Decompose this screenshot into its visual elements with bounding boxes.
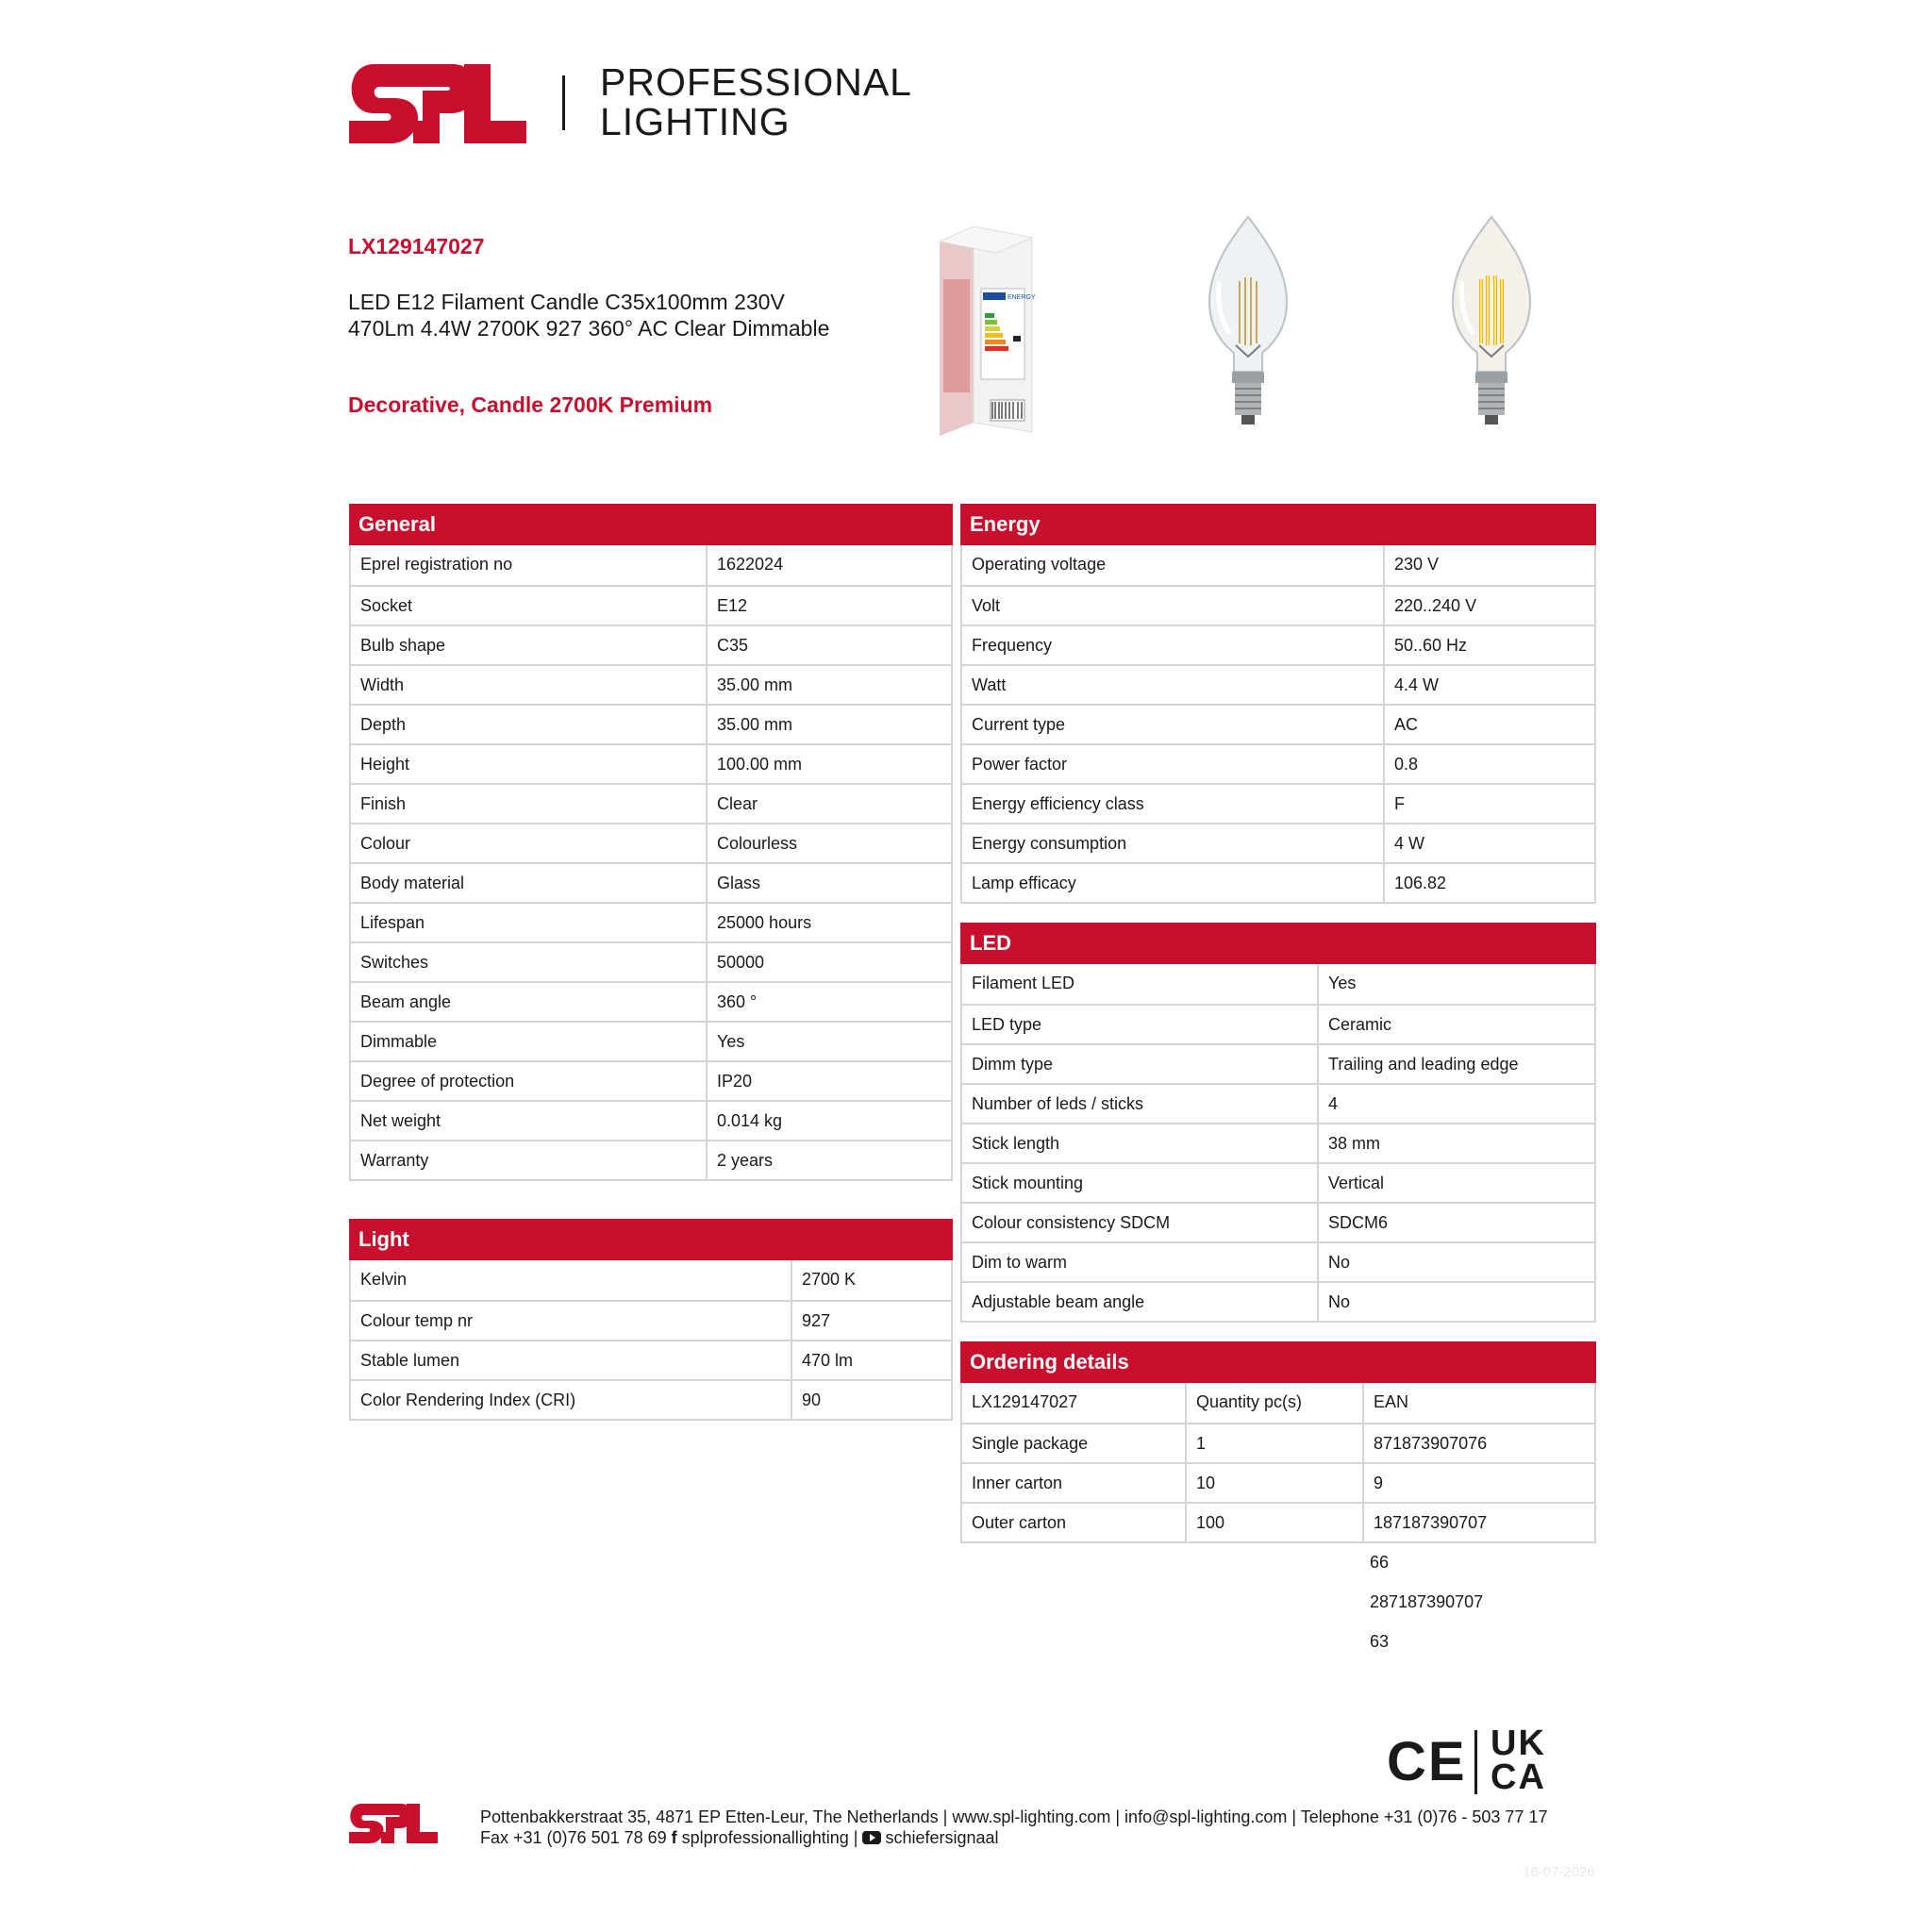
led-row <box>962 1123 1594 1162</box>
general-value: 1622024 <box>706 545 951 585</box>
bulb-image-off <box>1206 215 1291 445</box>
light-row <box>351 1379 951 1419</box>
led-value: No <box>1317 1243 1594 1281</box>
energy-label: Current type <box>972 715 1066 734</box>
energy-label: Watt <box>972 675 1007 694</box>
ean-overflow-1: 66 <box>1370 1553 1390 1572</box>
light-value: 927 <box>791 1302 951 1340</box>
general-label: Depth <box>360 715 407 734</box>
led-label: Dimm type <box>972 1055 1054 1074</box>
energy-title: Energy <box>960 504 1596 545</box>
general-label: Eprel registration no <box>360 555 513 574</box>
general-value: 35.00 mm <box>706 706 951 743</box>
energy-row <box>962 743 1594 783</box>
light-label: Kelvin <box>360 1270 408 1289</box>
general-label: Net weight <box>360 1111 441 1130</box>
ordering-row <box>962 1423 1594 1462</box>
general-label: Bulb shape <box>360 636 446 655</box>
energy-row <box>962 545 1594 585</box>
product-description: LED E12 Filament Candle C35x100mm 230V 470Lm 4.4W 2700K 927 360° AC Clear Dimmable <box>348 290 830 341</box>
led-section <box>960 923 1596 1323</box>
energy-row <box>962 664 1594 704</box>
energy-row <box>962 823 1594 862</box>
energy-value: F <box>1383 785 1594 823</box>
general-row <box>351 585 951 625</box>
general-label: Beam angle <box>360 992 452 1011</box>
led-row <box>962 1083 1594 1123</box>
general-label: Width <box>360 675 405 694</box>
energy-value: 220..240 V <box>1383 587 1594 625</box>
light-title: Light <box>349 1219 953 1260</box>
general-label: Warranty <box>360 1151 429 1170</box>
ordering-value: 1 <box>1185 1424 1362 1462</box>
led-value: 4 <box>1317 1085 1594 1123</box>
energy-row <box>962 585 1594 625</box>
general-value: 100.00 mm <box>706 745 951 783</box>
general-value: Clear <box>706 785 951 823</box>
general-title: General <box>349 504 953 545</box>
general-table <box>351 545 951 1179</box>
energy-value: AC <box>1383 706 1594 743</box>
general-row <box>351 1100 951 1140</box>
energy-section <box>960 504 1596 904</box>
brand-name <box>600 62 912 142</box>
led-row <box>962 1162 1594 1202</box>
energy-row <box>962 704 1594 743</box>
energy-label: Energy efficiency class <box>972 794 1144 813</box>
energy-row <box>962 625 1594 664</box>
light-value: 90 <box>791 1381 951 1419</box>
general-value: Colourless <box>706 824 951 862</box>
brand-line-1: PROFESSIONAL <box>600 60 912 104</box>
footer-youtube[interactable]: schiefersignaal <box>885 1828 999 1847</box>
led-value: Ceramic <box>1317 1006 1594 1043</box>
led-row <box>962 1202 1594 1241</box>
light-row <box>351 1260 951 1300</box>
general-row <box>351 1140 951 1179</box>
light-row <box>351 1300 951 1340</box>
bulb-image-on <box>1449 215 1534 445</box>
general-row <box>351 743 951 783</box>
general-row <box>351 783 951 823</box>
svg-text:ENERGY: ENERGY <box>1008 294 1036 301</box>
light-value: 470 lm <box>791 1341 951 1379</box>
product-tagline: Decorative, Candle 2700K Premium <box>348 392 713 417</box>
ordering-label: LX129147027 <box>972 1392 1078 1411</box>
product-sku: LX129147027 <box>348 234 485 258</box>
ordering-label: Outer carton <box>972 1513 1067 1532</box>
energy-value: 4.4 W <box>1383 666 1594 704</box>
ordering-section <box>960 1341 1596 1543</box>
general-value: 25000 hours <box>706 904 951 941</box>
brand-divider <box>562 75 565 130</box>
youtube-icon <box>862 1831 881 1844</box>
energy-label: Power factor <box>972 755 1068 774</box>
general-row <box>351 981 951 1021</box>
led-row <box>962 1241 1594 1281</box>
general-row <box>351 1021 951 1060</box>
led-label: Dim to warm <box>972 1253 1068 1272</box>
led-value: 38 mm <box>1317 1124 1594 1162</box>
brand-line-2: LIGHTING <box>600 100 791 143</box>
light-value: 2700 K <box>791 1260 951 1300</box>
led-label: Filament LED <box>972 974 1075 992</box>
light-label: Colour temp nr <box>360 1311 474 1330</box>
energy-label: Volt <box>972 596 1001 615</box>
general-label: Finish <box>360 794 407 813</box>
energy-value: 4 W <box>1383 824 1594 862</box>
general-label: Lifespan <box>360 913 425 932</box>
ordering-label: Single package <box>972 1434 1089 1453</box>
energy-value: 50..60 Hz <box>1383 626 1594 664</box>
ordering-value: 9 <box>1362 1464 1594 1502</box>
ordering-value: 187187390707 <box>1362 1504 1594 1541</box>
cert-divider <box>1474 1730 1477 1794</box>
led-value: No <box>1317 1283 1594 1321</box>
spl-logo <box>349 64 526 143</box>
footer-spl-logo <box>349 1804 438 1843</box>
ordering-row <box>962 1502 1594 1541</box>
general-row <box>351 704 951 743</box>
ordering-value: 100 <box>1185 1504 1362 1541</box>
ordering-value: EAN <box>1362 1383 1594 1423</box>
led-table <box>962 964 1594 1321</box>
general-value: Yes <box>706 1023 951 1060</box>
general-row <box>351 545 951 585</box>
general-label: Degree of protection <box>360 1072 515 1091</box>
ukca-mark <box>1491 1724 1546 1797</box>
ordering-label: Inner carton <box>972 1474 1063 1492</box>
energy-value: 0.8 <box>1383 745 1594 783</box>
energy-label: Operating voltage <box>972 555 1107 574</box>
led-label: Stick mounting <box>972 1174 1084 1192</box>
ordering-value: 10 <box>1185 1464 1362 1502</box>
energy-table <box>962 545 1594 902</box>
light-label: Stable lumen <box>360 1351 460 1370</box>
general-value: E12 <box>706 587 951 625</box>
general-value: 0.014 kg <box>706 1102 951 1140</box>
ce-mark: CE <box>1387 1731 1467 1792</box>
led-row <box>962 1281 1594 1321</box>
general-row <box>351 902 951 941</box>
led-row <box>962 964 1594 1004</box>
general-label: Body material <box>360 874 465 892</box>
general-value: 35.00 mm <box>706 666 951 704</box>
led-label: Number of leds / sticks <box>972 1094 1144 1113</box>
light-row <box>351 1340 951 1379</box>
light-label: Color Rendering Index (CRI) <box>360 1391 576 1409</box>
led-label: Adjustable beam angle <box>972 1292 1145 1311</box>
general-label: Dimmable <box>360 1032 438 1051</box>
ean-overflow-2: 287187390707 <box>1370 1592 1484 1611</box>
led-title: LED <box>960 923 1596 964</box>
general-value: C35 <box>706 626 951 664</box>
ukca-bottom: CA <box>1491 1757 1546 1797</box>
general-value: 2 years <box>706 1141 951 1179</box>
general-value: IP20 <box>706 1062 951 1100</box>
general-row <box>351 862 951 902</box>
led-value: Yes <box>1317 964 1594 1004</box>
print-date: 16-07-2026 <box>1523 1864 1595 1880</box>
general-value: 360 ° <box>706 983 951 1021</box>
energy-value: 230 V <box>1383 545 1594 585</box>
led-value: SDCM6 <box>1317 1204 1594 1241</box>
led-row <box>962 1004 1594 1043</box>
led-row <box>962 1043 1594 1083</box>
general-row <box>351 664 951 704</box>
general-label: Switches <box>360 953 429 972</box>
ukca-top: UK <box>1491 1724 1546 1763</box>
footer-address: Pottenbakkerstraat 35, 4871 EP Etten-Leur, The Netherlands | www.spl-lighting.com | info@spl-lighting.com | Telephone +31 (0)76 - 503 77 17 <box>480 1807 1548 1826</box>
ean-overflow-3: 63 <box>1370 1632 1390 1651</box>
energy-row <box>962 783 1594 823</box>
product-box-image <box>934 223 1038 438</box>
energy-label: Frequency <box>972 636 1053 655</box>
led-label: Colour consistency SDCM <box>972 1213 1171 1232</box>
energy-value: 106.82 <box>1383 864 1594 902</box>
general-value: Glass <box>706 864 951 902</box>
footer-fax: Fax +31 (0)76 501 78 69 <box>480 1828 667 1847</box>
led-label: Stick length <box>972 1134 1060 1153</box>
energy-label: Lamp efficacy <box>972 874 1076 892</box>
general-label: Colour <box>360 834 411 853</box>
led-label: LED type <box>972 1015 1042 1034</box>
ordering-row <box>962 1383 1594 1423</box>
general-row <box>351 823 951 862</box>
facebook-icon: f <box>671 1828 677 1847</box>
general-row <box>351 941 951 981</box>
footer-contact <box>480 1828 999 1848</box>
energy-row <box>962 862 1594 902</box>
general-label: Height <box>360 755 410 774</box>
ordering-value: Quantity pc(s) <box>1185 1383 1362 1423</box>
ordering-value: 871873907076 <box>1362 1424 1594 1462</box>
ordering-row <box>962 1462 1594 1502</box>
ordering-table <box>962 1383 1594 1541</box>
general-row <box>351 625 951 664</box>
led-value: Trailing and leading edge <box>1317 1045 1594 1083</box>
general-row <box>351 1060 951 1100</box>
ordering-title: Ordering details <box>960 1341 1596 1383</box>
general-value: 50000 <box>706 943 951 981</box>
led-value: Vertical <box>1317 1164 1594 1202</box>
general-section <box>349 504 953 1181</box>
light-section <box>349 1219 953 1421</box>
energy-label: Energy consumption <box>972 834 1127 853</box>
light-table <box>351 1260 951 1419</box>
footer-facebook[interactable]: splprofessionallighting | <box>681 1828 858 1847</box>
general-label: Socket <box>360 596 413 615</box>
